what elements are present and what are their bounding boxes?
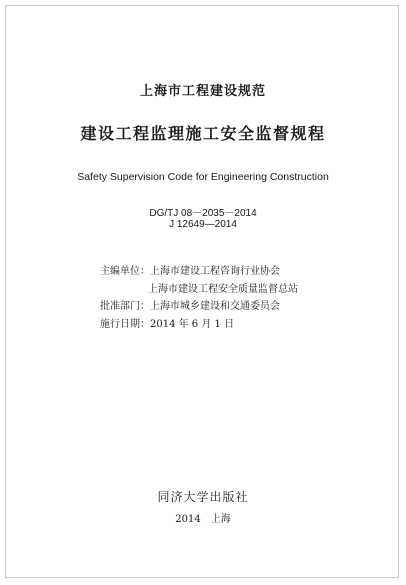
publication-year: 2014 [175,514,201,525]
effective-date: 2014 年 6 月 1 日 [150,318,235,330]
series-title: 上海市工程建设规范 [139,84,266,99]
publisher: 同济大学出版社 [157,490,249,504]
approver-label: 批准部门： [100,301,150,312]
document-title: 建设工程监理施工安全监督规程 [80,124,326,143]
chief-editor-label: 主编单位： [100,266,150,277]
credits-block [100,263,298,333]
approver-line [100,298,298,316]
record-number: J 12649—2014 [169,219,237,230]
effective-date-label: 施行日期： [100,318,150,330]
chief-editor-1: 上海市建设工程咨询行业协会 [150,266,280,277]
chief-editor-line [100,263,298,281]
standard-number: DG/TJ 08－2035－2014 [149,208,257,219]
publication-place: 上海 [210,514,231,525]
chief-editor-2: 上海市建设工程安全质量监督总站 [148,283,298,295]
english-title: Safety Supervision Code for Engineering Construction [77,171,329,183]
chief-editor-line-2 [100,281,298,299]
approver: 上海市城乡建设和交通委员会 [150,301,280,312]
effective-date-line [100,316,298,334]
publication-line [0,510,406,525]
